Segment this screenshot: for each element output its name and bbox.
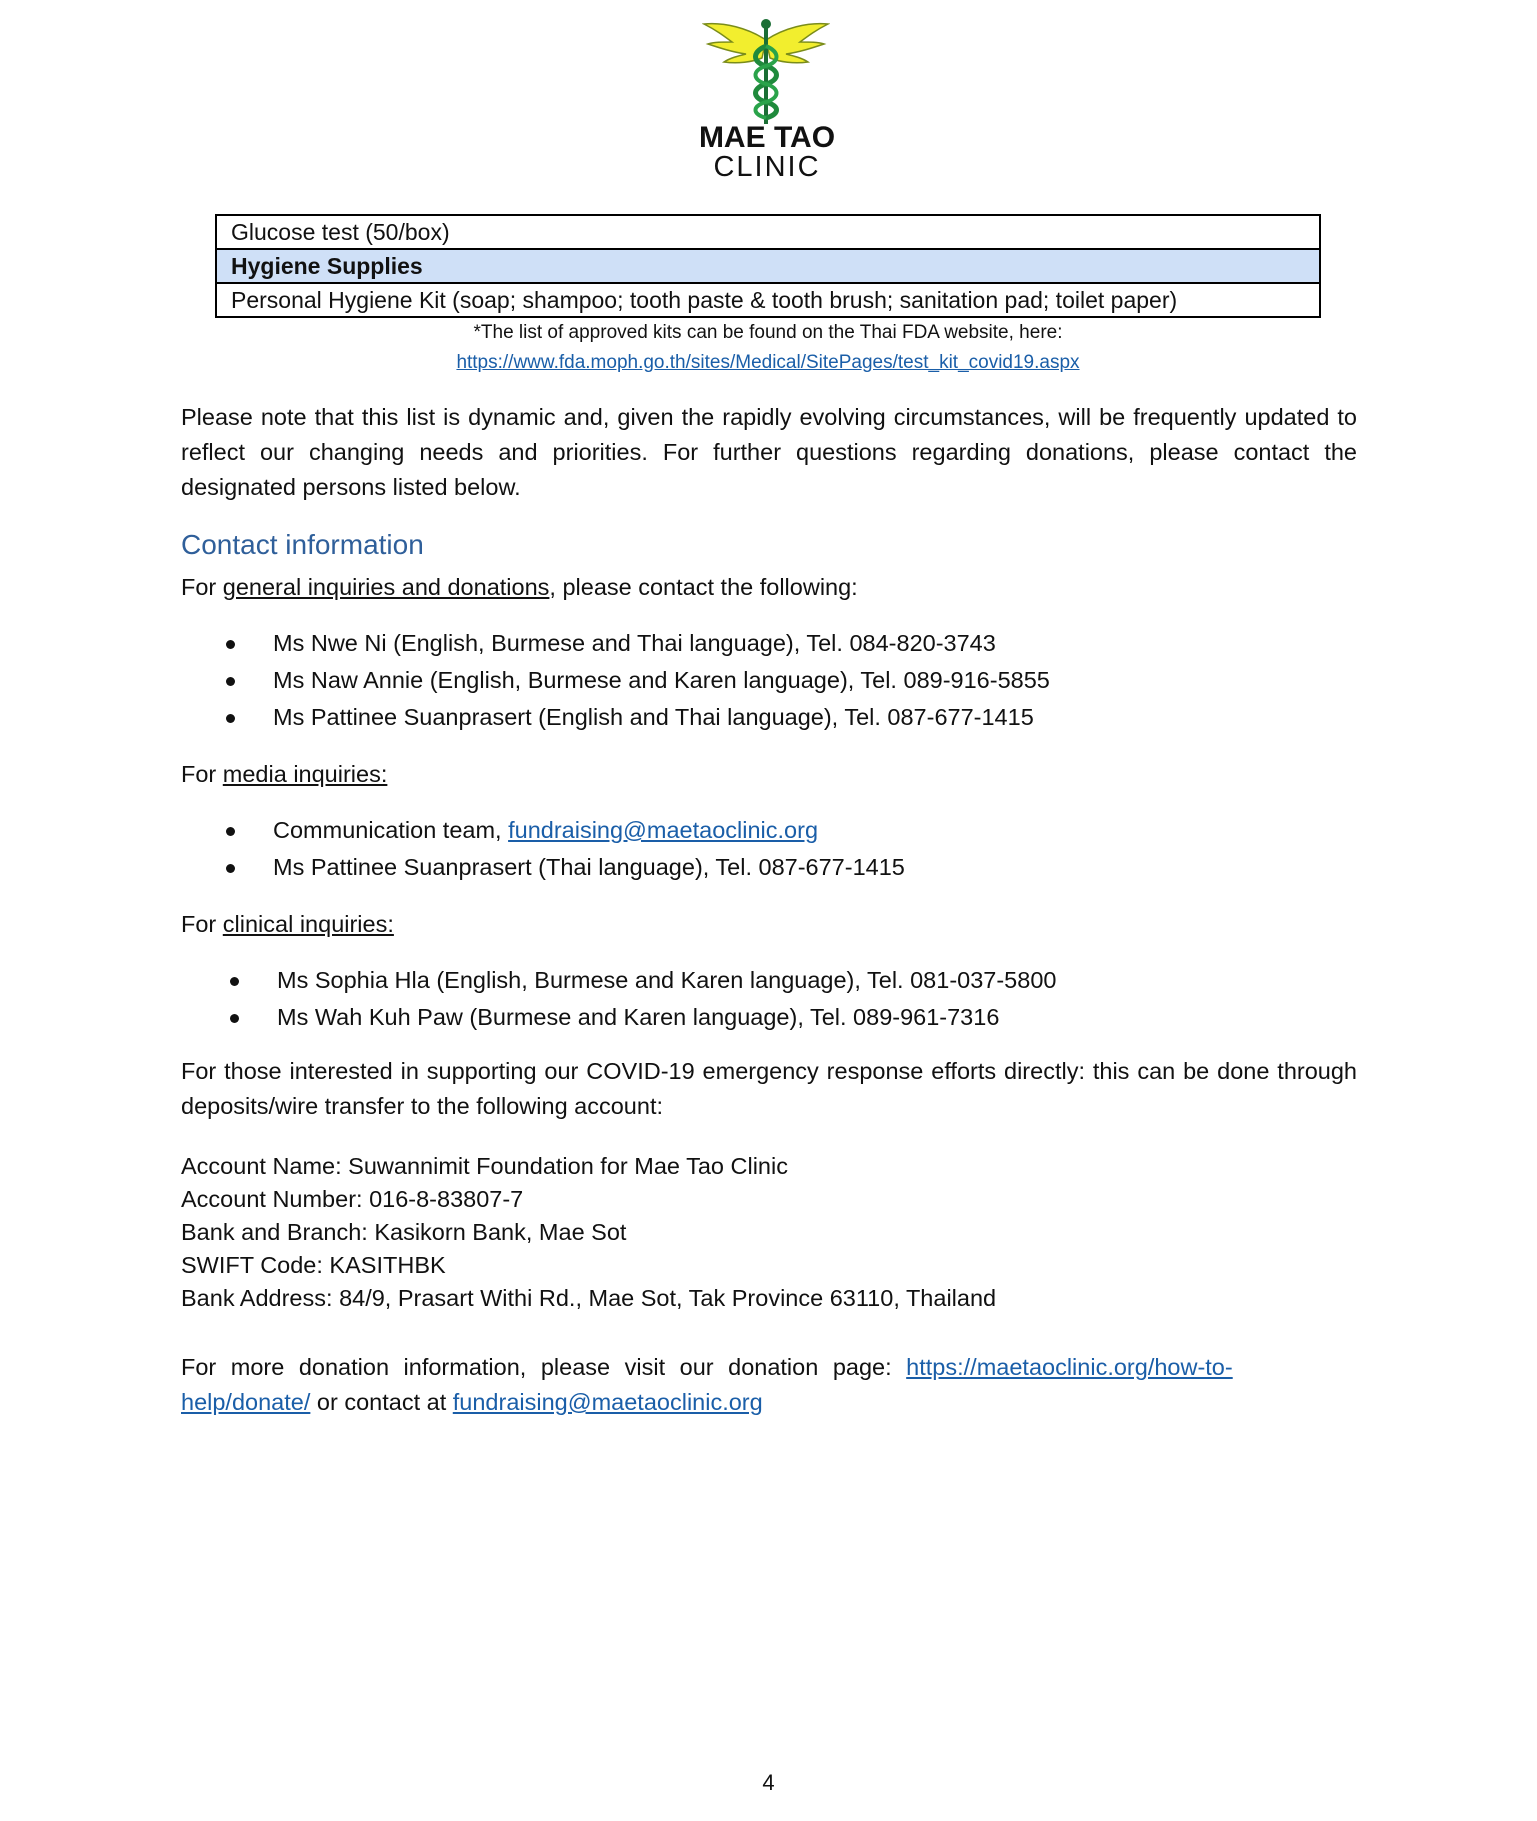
swift-code: SWIFT Code: KASITHBK [181,1252,446,1278]
fda-note: *The list of approved kits can be found on the Thai FDA website, here: [473,322,1063,343]
communication-team-label: Communication team, [273,817,509,843]
mae-tao-clinic-logo [692,18,842,183]
table-row [216,215,1320,249]
media-inquiries-line [181,757,1357,792]
logo-text-line1: MAE TAO [698,121,836,154]
support-paragraph: For those interested in supporting our COVID-19 emergency response efforts directly: this can be done through deposits/wire transfer to the following account: [181,1058,1357,1119]
media-prefix: For [181,761,223,787]
bullet-icon [230,977,239,986]
clinical-prefix: For [181,911,223,937]
media-email-link[interactable]: fundraising@maetaoclinic.org [508,817,819,843]
bullet-icon [226,864,235,873]
contact-heading: Contact information [181,529,424,560]
caduceus-icon [702,18,830,128]
fda-link[interactable]: https://www.fda.moph.go.th/sites/Medical/SitePages/test_kit_covid19.aspx [456,352,1080,373]
bullet-icon [226,714,235,723]
list-item-text [273,812,818,849]
clinical-label: clinical inquiries: [222,911,394,937]
fda-link-line [215,352,1321,374]
table-cell: Personal Hygiene Kit (soap; shampoo; tooth paste & tooth brush; sanitation pad; toilet paper) [216,283,1320,317]
list-item-text: Ms Naw Annie (English, Burmese and Karen language), Tel. 089-916-5855 [273,667,1050,693]
account-name: Account Name: Suwannimit Foundation for Mae Tao Clinic [181,1153,788,1179]
supplies-table [215,214,1321,318]
table-section-heading: Hygiene Supplies [216,249,1320,283]
table-row [216,283,1320,317]
bank-branch: Bank and Branch: Kasikorn Bank, Mae Sot [181,1219,627,1245]
account-number: Account Number: 016-8-83807-7 [181,1186,524,1212]
list-item-text: Ms Wah Kuh Paw (Burmese and Karen language), Tel. 089-961-7316 [277,1004,1000,1030]
general-inquiries-line [181,570,1357,605]
media-label: media inquiries: [222,761,388,787]
more-info-text: For more donation information, please visit our donation page: [181,1354,892,1380]
donation-page-link[interactable]: https://maetaoclinic.org/how-to-help/donate/ [181,1354,1233,1415]
intro-paragraph: Please note that this list is dynamic and, given the rapidly evolving circumstances, will be frequently updated to reflect our changing needs and priorities. For further questions regarding donations, please contact the designated persons listed below. [181,404,1357,500]
general-prefix: For [181,574,223,600]
fundraising-email-link[interactable]: fundraising@maetaoclinic.org [452,1389,763,1415]
page-number: 4 [762,1770,775,1795]
bullet-icon [226,827,235,836]
bank-address: Bank Address: 84/9, Prasart Withi Rd., Mae Sot, Tak Province 63110, Thailand [181,1285,997,1311]
list-item-text: Ms Nwe Ni (English, Burmese and Thai language), Tel. 084-820-3743 [273,630,996,656]
clinical-inquiries-line [181,907,1357,942]
table-section-row [216,249,1320,283]
general-suffix: , please contact the following: [549,574,858,600]
more-info-paragraph [181,1350,1357,1420]
general-label: general inquiries and donations [222,574,550,600]
table-cell: Glucose test (50/box) [216,215,1320,249]
more-info-middle: or contact at [310,1389,453,1415]
bullet-icon [226,677,235,686]
bullet-icon [230,1014,239,1023]
bullet-icon [226,640,235,649]
logo-text-line2: CLINIC [713,151,821,183]
list-item-text: Ms Sophia Hla (English, Burmese and Karen language), Tel. 081-037-5800 [277,967,1057,993]
list-item-text: Ms Pattinee Suanprasert (Thai language), Tel. 087-677-1415 [273,854,905,880]
list-item-text: Ms Pattinee Suanprasert (English and Thai language), Tel. 087-677-1415 [273,704,1034,730]
